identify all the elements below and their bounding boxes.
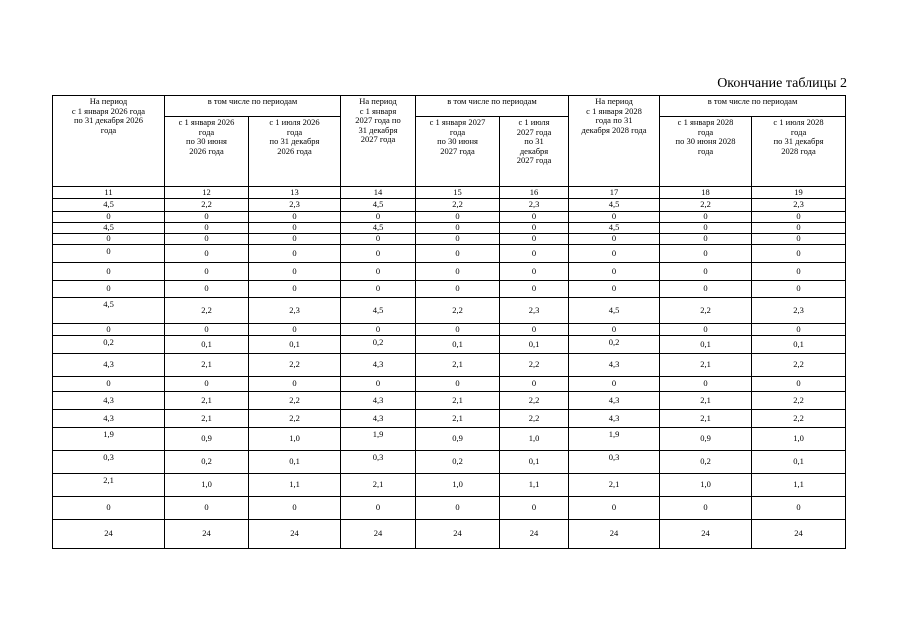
table-cell: 0	[569, 281, 660, 298]
table-cell: 2,1	[416, 354, 500, 377]
table-cell: 0,2	[569, 336, 660, 354]
table-cell: 0	[500, 212, 569, 223]
table-cell: 0	[341, 377, 416, 392]
table-cell: 4,5	[341, 199, 416, 212]
table-cell: 0	[165, 281, 249, 298]
header-line: по 31 декабря	[773, 136, 824, 147]
table-cell: 2,2	[165, 199, 249, 212]
table-cell: 2,1	[416, 392, 500, 410]
header-line: 2026 года	[277, 145, 312, 156]
table-cell: 0	[660, 212, 752, 223]
table-row	[53, 298, 846, 324]
table-cell: 0	[569, 377, 660, 392]
subperiods-header-2027: в том числе по периодам	[416, 96, 569, 117]
half1-header-2026	[165, 117, 249, 187]
table-cell: 24	[500, 520, 569, 549]
table-cell: 0	[660, 281, 752, 298]
table-cell: 0	[53, 377, 165, 392]
table-cell: 0	[249, 263, 341, 281]
table-cell: 1,0	[500, 428, 569, 451]
header-line: с 1 июля 2028	[773, 117, 824, 127]
table-cell: 0,3	[341, 451, 416, 474]
table-cell: 0	[249, 377, 341, 392]
table-cell: 2,1	[165, 392, 249, 410]
header-line: декабря 2028 года	[581, 124, 647, 135]
table-cell: 2,2	[752, 392, 846, 410]
table-cell: 0,2	[341, 336, 416, 354]
table-cell: 0	[53, 281, 165, 298]
header-line: по 30 июня	[437, 136, 478, 147]
table-cell: 0	[569, 497, 660, 520]
table-cell: 1,0	[249, 428, 341, 451]
table-cell: 0	[752, 324, 846, 336]
table-cell: 0	[660, 263, 752, 281]
table-cell: 2,2	[752, 354, 846, 377]
table-cell: 0	[660, 245, 752, 263]
table-cell: 0	[249, 497, 341, 520]
table-cell: 2,2	[500, 410, 569, 428]
header-line: 2027 года	[516, 126, 552, 137]
table-cell: 0	[165, 377, 249, 392]
header-line: На период	[359, 96, 397, 106]
table-cell: 0	[249, 281, 341, 298]
column-number: 13	[249, 187, 341, 199]
table-cell: 0,2	[53, 336, 165, 354]
table-cell: 0	[165, 245, 249, 263]
table-cell: 24	[752, 520, 846, 549]
table-cell: 0	[416, 223, 500, 234]
half2-header-2027	[500, 117, 569, 187]
table-cell: 2,3	[752, 298, 846, 324]
table-cell: 1,1	[500, 474, 569, 497]
table-cell: 0	[249, 223, 341, 234]
table-caption: Окончание таблицы 2	[717, 76, 847, 91]
table-cell: 24	[249, 520, 341, 549]
column-numbers-row	[53, 187, 846, 199]
table-cell: 0	[752, 245, 846, 263]
table-cell: 4,5	[53, 199, 165, 212]
header-line: по 31 декабря	[269, 136, 320, 147]
header-line: с 1 января 2027	[429, 117, 486, 127]
table-row	[53, 520, 846, 549]
table-cell: 1,1	[249, 474, 341, 497]
table-row	[53, 410, 846, 428]
table-row	[53, 199, 846, 212]
table-cell: 0	[249, 324, 341, 336]
table-cell: 4,3	[341, 354, 416, 377]
header-line: 2027 года	[516, 155, 552, 166]
table-cell: 4,5	[569, 199, 660, 212]
table-cell: 2,1	[53, 474, 165, 497]
table-cell: 0	[752, 212, 846, 223]
table-cell: 0,1	[500, 336, 569, 354]
table-cell: 1,9	[569, 428, 660, 451]
table-row	[53, 451, 846, 474]
table-cell: 2,3	[500, 298, 569, 324]
table-cell: 4,3	[569, 410, 660, 428]
table-cell: 0	[165, 497, 249, 520]
table-cell: 0	[500, 234, 569, 245]
table-cell: 0,2	[660, 451, 752, 474]
table-cell: 0	[341, 212, 416, 223]
table-cell: 4,5	[53, 223, 165, 234]
column-number: 19	[752, 187, 846, 199]
header-line: с 1 января 2028	[586, 105, 642, 116]
table-cell: 0	[500, 281, 569, 298]
table-cell: 0	[416, 377, 500, 392]
table-cell: 0,9	[416, 428, 500, 451]
table-cell: 0	[341, 263, 416, 281]
table-cell: 0,2	[416, 451, 500, 474]
table-row	[53, 377, 846, 392]
table-cell: 2,1	[165, 354, 249, 377]
column-number: 16	[500, 187, 569, 199]
header-line: года	[697, 126, 714, 137]
table-cell: 0	[165, 263, 249, 281]
table-cell: 0	[249, 245, 341, 263]
header-line: 2027 года по	[355, 115, 401, 126]
header-line: года по 31	[595, 115, 633, 126]
table-cell: 0	[53, 324, 165, 336]
table-cell: 0	[569, 245, 660, 263]
table-cell: 0	[569, 234, 660, 245]
table-cell: 0	[569, 263, 660, 281]
table-cell: 0,3	[569, 451, 660, 474]
table-row	[53, 223, 846, 234]
column-number: 12	[165, 187, 249, 199]
table-cell: 4,5	[569, 223, 660, 234]
table-cell: 0,1	[416, 336, 500, 354]
table-cell: 2,1	[165, 410, 249, 428]
header-line: 2027 года	[360, 134, 396, 145]
period-header-2026	[53, 96, 165, 187]
table-cell: 0	[752, 281, 846, 298]
table-cell: 0	[341, 324, 416, 336]
table-cell: 2,2	[165, 298, 249, 324]
table-cell: 0	[53, 263, 165, 281]
table-cell: 0	[752, 263, 846, 281]
table-cell: 24	[660, 520, 752, 549]
table-cell: 0	[416, 324, 500, 336]
header-line: с 1 января	[359, 105, 397, 116]
table-cell: 2,1	[660, 354, 752, 377]
table-cell: 0	[341, 281, 416, 298]
table-cell: 0,9	[165, 428, 249, 451]
header-line: с 1 июля	[518, 117, 550, 127]
table-cell: 1,0	[752, 428, 846, 451]
header-line: года	[697, 145, 714, 156]
table-cell: 2,3	[752, 199, 846, 212]
column-number: 14	[341, 187, 416, 199]
table-cell: 2,2	[500, 354, 569, 377]
table-row	[53, 212, 846, 223]
table-cell: 0	[569, 212, 660, 223]
table-cell: 0	[165, 234, 249, 245]
table-cell: 2,2	[752, 410, 846, 428]
table-cell: 24	[569, 520, 660, 549]
table-cell: 0	[660, 223, 752, 234]
table-cell: 1,0	[660, 474, 752, 497]
header-line: года	[449, 126, 466, 137]
column-number: 15	[416, 187, 500, 199]
table-cell: 0	[249, 234, 341, 245]
table-cell: 0	[53, 234, 165, 245]
table-cell: 4,5	[341, 298, 416, 324]
table-cell: 0	[53, 497, 165, 520]
table-cell: 0	[660, 377, 752, 392]
header-line: с 1 января 2026 года	[71, 105, 146, 116]
header-line: 2028 года	[781, 145, 816, 156]
table-cell: 0,1	[752, 451, 846, 474]
table-cell: 0	[341, 234, 416, 245]
table-cell: 4,5	[569, 298, 660, 324]
table-cell: 1,9	[341, 428, 416, 451]
table-cell: 4,3	[569, 392, 660, 410]
table-cell: 4,3	[53, 392, 165, 410]
header-line: года	[790, 126, 807, 137]
table-cell: 0	[500, 223, 569, 234]
subperiods-header-2028: в том числе по периодам	[660, 96, 846, 117]
header-line: с 1 июля 2026	[269, 117, 320, 127]
table-cell: 1,0	[416, 474, 500, 497]
header-line: года	[198, 126, 215, 137]
table-row	[53, 324, 846, 336]
half2-header-2026	[249, 117, 341, 187]
table-cell: 0,1	[752, 336, 846, 354]
table-row	[53, 336, 846, 354]
table-cell: 0	[53, 245, 165, 263]
table-cell: 2,1	[660, 392, 752, 410]
table-cell: 0	[416, 497, 500, 520]
table-cell: 0	[500, 497, 569, 520]
table-cell: 0	[752, 234, 846, 245]
table-cell: 2,2	[249, 392, 341, 410]
table-row	[53, 354, 846, 377]
table-cell: 0	[660, 234, 752, 245]
header-line: по 31 декабря 2026	[73, 115, 144, 126]
table-cell: 0,9	[660, 428, 752, 451]
header-line: по 31	[524, 136, 544, 147]
table-cell: 0,1	[249, 451, 341, 474]
table-cell: 2,2	[660, 199, 752, 212]
table-row	[53, 392, 846, 410]
header-line: года	[100, 124, 117, 135]
table-cell: 1,1	[752, 474, 846, 497]
table-cell: 4,5	[53, 298, 165, 324]
table-cell: 0	[53, 212, 165, 223]
table-row	[53, 281, 846, 298]
table-row	[53, 234, 846, 245]
table-cell: 2,2	[416, 298, 500, 324]
header-line: с 1 января 2026	[178, 117, 235, 127]
table-cell: 0	[249, 212, 341, 223]
table-cell: 2,2	[416, 199, 500, 212]
table-cell: 4,3	[53, 410, 165, 428]
table-cell: 4,3	[341, 392, 416, 410]
table-cell: 0	[660, 324, 752, 336]
table-cell: 2,3	[249, 298, 341, 324]
table-cell: 0	[416, 281, 500, 298]
table-cell: 2,1	[660, 410, 752, 428]
table-cell: 0	[752, 377, 846, 392]
header-line: декабря	[519, 145, 549, 156]
header-line: года	[286, 126, 303, 137]
table-row	[53, 428, 846, 451]
table-cell: 1,9	[53, 428, 165, 451]
header-line: 31 декабря	[358, 124, 398, 135]
table-cell: 0	[416, 245, 500, 263]
column-number: 11	[53, 187, 165, 199]
table-cell: 0	[752, 223, 846, 234]
table-cell: 0	[569, 324, 660, 336]
header-line: На период	[89, 96, 128, 106]
data-table	[52, 95, 846, 549]
table-cell: 0,3	[53, 451, 165, 474]
table-cell: 2,3	[500, 199, 569, 212]
table-row	[53, 474, 846, 497]
table-cell: 0	[416, 263, 500, 281]
table-row	[53, 263, 846, 281]
header-line: 2027 года	[440, 145, 475, 156]
table-cell: 2,1	[341, 474, 416, 497]
table-cell: 24	[53, 520, 165, 549]
table-cell: 0	[500, 324, 569, 336]
header-line: по 30 июня 2028	[675, 136, 736, 147]
table-cell: 0,1	[165, 336, 249, 354]
table-cell: 2,2	[500, 392, 569, 410]
column-number: 17	[569, 187, 660, 199]
table-cell: 0	[416, 212, 500, 223]
table-cell: 2,2	[249, 410, 341, 428]
table-row	[53, 497, 846, 520]
table-cell: 0,1	[660, 336, 752, 354]
table-row	[53, 245, 846, 263]
table-cell: 24	[341, 520, 416, 549]
table-cell: 24	[416, 520, 500, 549]
table-cell: 1,0	[165, 474, 249, 497]
table-cell: 0	[416, 234, 500, 245]
table-cell: 0	[165, 223, 249, 234]
table-cell: 0,1	[249, 336, 341, 354]
table-cell: 4,5	[341, 223, 416, 234]
table-cell: 0	[500, 377, 569, 392]
subperiods-header-2026: в том числе по периодам	[165, 96, 341, 117]
table-cell: 2,1	[416, 410, 500, 428]
table-cell: 0	[752, 497, 846, 520]
table-cell: 0,2	[165, 451, 249, 474]
table-cell: 0,1	[500, 451, 569, 474]
header-line: с 1 января 2028	[677, 117, 734, 127]
table-cell: 0	[660, 497, 752, 520]
column-number: 18	[660, 187, 752, 199]
table-cell: 2,2	[660, 298, 752, 324]
table-cell: 4,3	[53, 354, 165, 377]
table-cell: 4,3	[569, 354, 660, 377]
table-cell: 2,1	[569, 474, 660, 497]
table-cell: 2,3	[249, 199, 341, 212]
period-header-2027	[341, 96, 416, 187]
table-cell: 0	[500, 263, 569, 281]
table-cell: 0	[341, 497, 416, 520]
half1-header-2027	[416, 117, 500, 187]
period-header-2028	[569, 96, 660, 187]
table-cell: 0	[500, 245, 569, 263]
table-cell: 0	[341, 245, 416, 263]
table-cell: 4,3	[341, 410, 416, 428]
header-line: по 30 июня	[186, 136, 227, 147]
half2-header-2028	[752, 117, 846, 187]
table-cell: 2,2	[249, 354, 341, 377]
table-cell: 24	[165, 520, 249, 549]
table-cell: 0	[165, 212, 249, 223]
table-cell: 0	[165, 324, 249, 336]
header-line: На период	[595, 96, 633, 106]
header-line: 2026 года	[189, 145, 224, 156]
half1-header-2028	[660, 117, 752, 187]
